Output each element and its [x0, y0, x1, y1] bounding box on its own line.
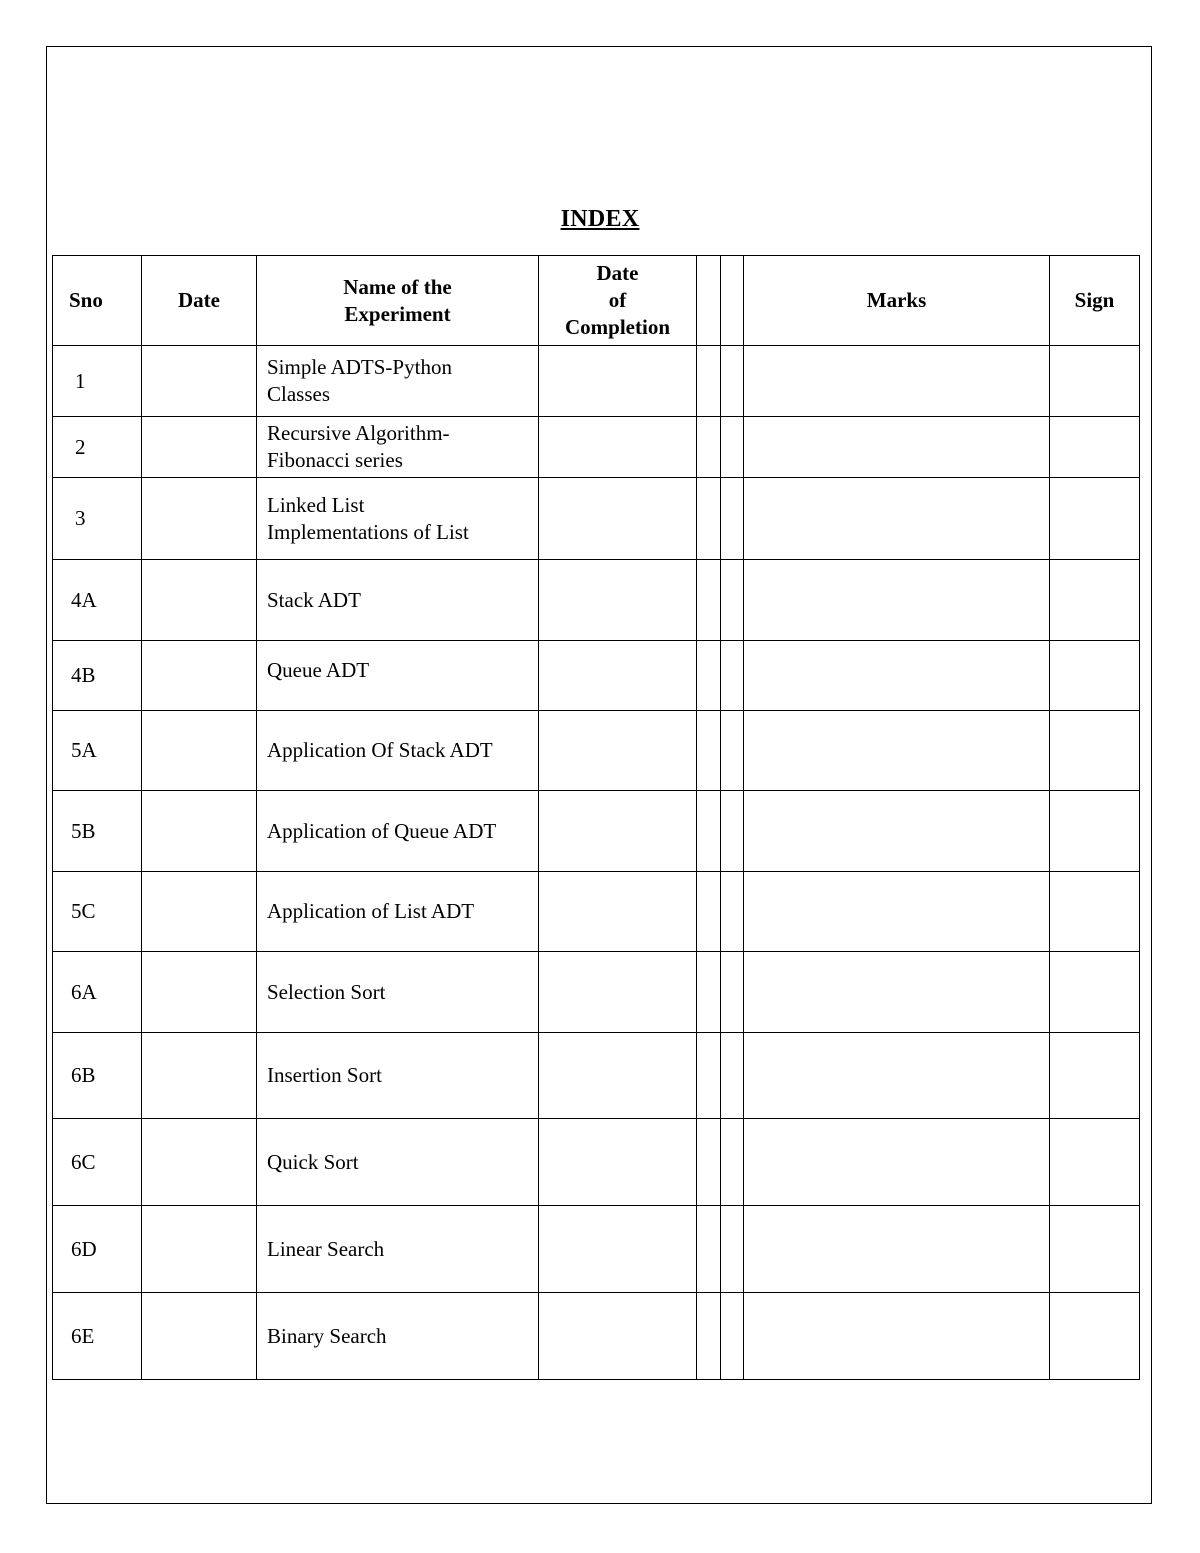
cell-marks[interactable] — [744, 1119, 1050, 1206]
cell-experiment-name — [257, 872, 539, 952]
cell-spacer-2 — [721, 346, 744, 417]
cell-experiment-name — [257, 560, 539, 641]
cell-date[interactable] — [142, 1119, 257, 1206]
cell-sign[interactable] — [1050, 346, 1140, 417]
cell-experiment-name — [257, 1119, 539, 1206]
table-row — [53, 641, 1140, 711]
header-date-of-completion — [539, 256, 697, 346]
table-row — [53, 417, 1140, 478]
cell-sno: 1 — [53, 346, 142, 417]
cell-sno: 6B — [53, 1033, 142, 1119]
cell-sign[interactable] — [1050, 711, 1140, 791]
cell-date-of-completion[interactable] — [539, 1033, 697, 1119]
cell-experiment-name — [257, 478, 539, 560]
cell-spacer-2 — [721, 952, 744, 1033]
cell-date-of-completion[interactable] — [539, 791, 697, 872]
cell-sno: 6C — [53, 1119, 142, 1206]
cell-sno: 5C — [53, 872, 142, 952]
cell-spacer-2 — [721, 417, 744, 478]
cell-experiment-name — [257, 791, 539, 872]
cell-marks[interactable] — [744, 952, 1050, 1033]
header-date: Date — [142, 256, 257, 346]
cell-sign[interactable] — [1050, 1119, 1140, 1206]
cell-date[interactable] — [142, 711, 257, 791]
cell-experiment-name — [257, 1293, 539, 1380]
cell-marks[interactable] — [744, 417, 1050, 478]
cell-marks[interactable] — [744, 791, 1050, 872]
header-completion-line3: Completion — [565, 315, 670, 339]
cell-marks[interactable] — [744, 1293, 1050, 1380]
cell-spacer-1 — [697, 417, 721, 478]
cell-sign[interactable] — [1050, 641, 1140, 711]
cell-sno: 6D — [53, 1206, 142, 1293]
cell-sign[interactable] — [1050, 872, 1140, 952]
page-title: INDEX — [560, 206, 640, 232]
experiment-name: Simple ADTS-Python Classes — [267, 355, 452, 406]
table-row — [53, 1293, 1140, 1380]
cell-marks[interactable] — [744, 711, 1050, 791]
table-row — [53, 872, 1140, 952]
header-marks: Marks — [744, 256, 1050, 346]
experiment-name: Linear Search — [267, 1236, 385, 1261]
cell-experiment-name — [257, 952, 539, 1033]
cell-sign[interactable] — [1050, 1293, 1140, 1380]
header-spacer-2 — [721, 256, 744, 346]
cell-date-of-completion[interactable] — [539, 417, 697, 478]
cell-date-of-completion[interactable] — [539, 711, 697, 791]
cell-sno: 4A — [53, 560, 142, 641]
cell-spacer-2 — [721, 711, 744, 791]
cell-date-of-completion[interactable] — [539, 346, 697, 417]
cell-date[interactable] — [142, 641, 257, 711]
cell-experiment-name — [257, 641, 539, 711]
cell-date-of-completion[interactable] — [539, 1119, 697, 1206]
cell-spacer-1 — [697, 1119, 721, 1206]
table-row — [53, 346, 1140, 417]
cell-spacer-1 — [697, 791, 721, 872]
cell-date-of-completion[interactable] — [539, 560, 697, 641]
cell-spacer-2 — [721, 1119, 744, 1206]
cell-sno: 4B — [53, 641, 142, 711]
cell-date[interactable] — [142, 1033, 257, 1119]
header-experiment-name-line2: Experiment — [344, 301, 451, 326]
cell-spacer-1 — [697, 1033, 721, 1119]
cell-sign[interactable] — [1050, 478, 1140, 560]
cell-spacer-2 — [721, 791, 744, 872]
cell-experiment-name — [257, 711, 539, 791]
cell-spacer-2 — [721, 1293, 744, 1380]
cell-date[interactable] — [142, 346, 257, 417]
cell-date-of-completion[interactable] — [539, 1206, 697, 1293]
experiment-name: Quick Sort — [267, 1149, 359, 1174]
cell-spacer-2 — [721, 478, 744, 560]
table-row — [53, 560, 1140, 641]
cell-sno: 6E — [53, 1293, 142, 1380]
table-row — [53, 952, 1140, 1033]
cell-spacer-2 — [721, 641, 744, 711]
experiment-name: Insertion Sort — [267, 1063, 382, 1087]
table-row — [53, 1206, 1140, 1293]
header-experiment-name — [257, 256, 539, 346]
cell-spacer-1 — [697, 1293, 721, 1380]
experiment-name: Application of List ADT — [267, 899, 475, 923]
cell-spacer-1 — [697, 346, 721, 417]
cell-date[interactable] — [142, 1206, 257, 1293]
experiment-name: Application Of Stack ADT — [267, 738, 493, 762]
cell-spacer-2 — [721, 1033, 744, 1119]
experiment-name: Stack ADT — [267, 587, 361, 612]
experiment-name: Linked List Implementations of List — [267, 492, 469, 544]
table-row — [53, 1033, 1140, 1119]
header-completion-line1: Date — [596, 261, 639, 285]
cell-marks[interactable] — [744, 1206, 1050, 1293]
index-table — [52, 255, 1140, 1380]
cell-spacer-2 — [721, 560, 744, 641]
header-spacer-1 — [697, 256, 721, 346]
cell-marks[interactable] — [744, 872, 1050, 952]
cell-date[interactable] — [142, 952, 257, 1033]
cell-spacer-2 — [721, 1206, 744, 1293]
table-row — [53, 478, 1140, 560]
cell-date[interactable] — [142, 1293, 257, 1380]
cell-marks[interactable] — [744, 346, 1050, 417]
cell-sno: 2 — [53, 417, 142, 478]
table-row — [53, 791, 1140, 872]
cell-date[interactable] — [142, 478, 257, 560]
table-header-row — [53, 256, 1140, 346]
cell-sign[interactable] — [1050, 417, 1140, 478]
experiment-name: Application of Queue ADT — [267, 818, 497, 843]
cell-sign[interactable] — [1050, 560, 1140, 641]
cell-sign[interactable] — [1050, 1033, 1140, 1119]
experiment-name: Binary Search — [267, 1323, 387, 1348]
cell-spacer-1 — [697, 872, 721, 952]
cell-sign[interactable] — [1050, 1206, 1140, 1293]
cell-spacer-1 — [697, 560, 721, 641]
cell-spacer-1 — [697, 711, 721, 791]
cell-date[interactable] — [142, 872, 257, 952]
table-row — [53, 711, 1140, 791]
cell-marks[interactable] — [744, 478, 1050, 560]
experiment-name: Recursive Algorithm-Fibonacci series — [267, 421, 450, 472]
cell-spacer-2 — [721, 872, 744, 952]
table-row — [53, 1119, 1140, 1206]
cell-date-of-completion[interactable] — [539, 872, 697, 952]
header-sign: Sign — [1050, 256, 1140, 346]
cell-spacer-1 — [697, 952, 721, 1033]
cell-sno: 5B — [53, 791, 142, 872]
cell-sign[interactable] — [1050, 791, 1140, 872]
cell-experiment-name — [257, 1033, 539, 1119]
experiment-name: Queue ADT — [267, 658, 370, 682]
cell-spacer-1 — [697, 1206, 721, 1293]
cell-marks[interactable] — [744, 641, 1050, 711]
experiment-name: Selection Sort — [267, 979, 386, 1004]
cell-spacer-1 — [697, 641, 721, 711]
cell-date-of-completion[interactable] — [539, 1293, 697, 1380]
header-sno: Sno — [53, 256, 142, 346]
cell-date[interactable] — [142, 791, 257, 872]
cell-date-of-completion[interactable] — [539, 478, 697, 560]
cell-marks[interactable] — [744, 1033, 1050, 1119]
cell-experiment-name — [257, 346, 539, 417]
cell-date[interactable] — [142, 560, 257, 641]
cell-sno: 6A — [53, 952, 142, 1033]
cell-experiment-name — [257, 417, 539, 478]
cell-date-of-completion[interactable] — [539, 641, 697, 711]
cell-date-of-completion[interactable] — [539, 952, 697, 1033]
cell-sno: 5A — [53, 711, 142, 791]
cell-spacer-1 — [697, 478, 721, 560]
cell-sign[interactable] — [1050, 952, 1140, 1033]
cell-marks[interactable] — [744, 560, 1050, 641]
cell-experiment-name — [257, 1206, 539, 1293]
cell-date[interactable] — [142, 417, 257, 478]
header-completion-line2: of — [608, 288, 627, 312]
cell-sno: 3 — [53, 478, 142, 560]
header-experiment-name-line1: Name of the — [343, 274, 452, 299]
